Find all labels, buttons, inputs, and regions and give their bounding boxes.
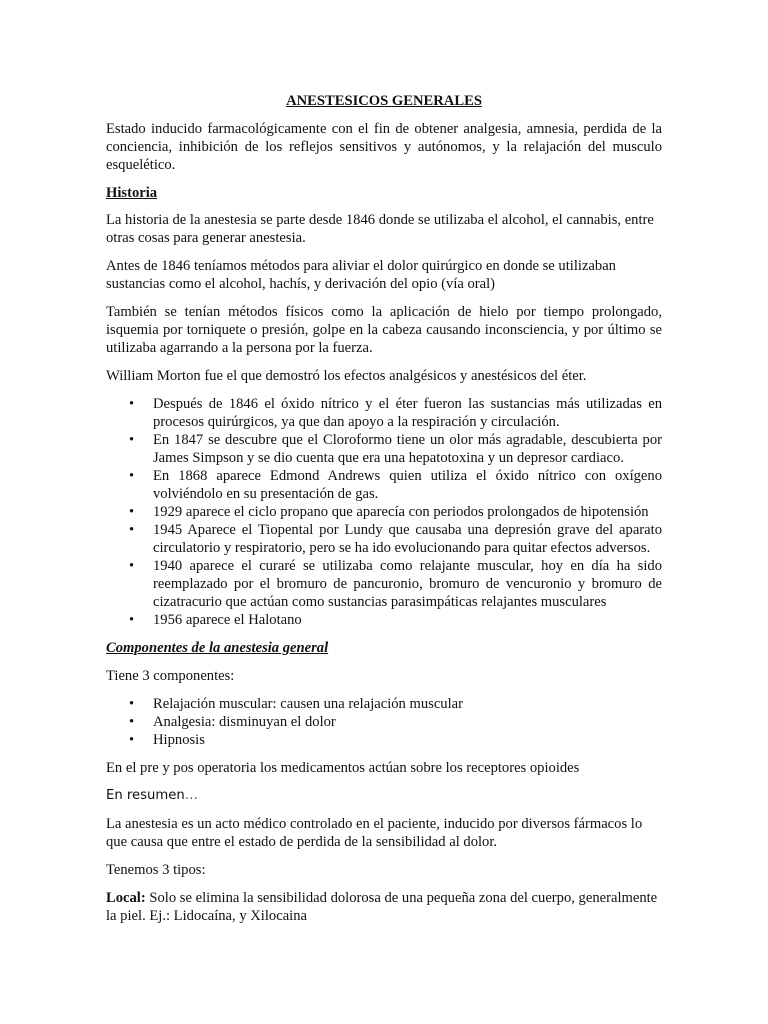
resumen-label-text: En resumen <box>106 788 185 803</box>
list-item <box>106 431 662 467</box>
historia-bullet-list <box>106 395 662 629</box>
resumen-ellipsis: … <box>184 788 198 803</box>
list-item-text: En 1868 aparece Edmond Andrews quien utiliza el óxido nítrico con oxígeno volviéndolo en su presentación de gas. <box>153 468 662 502</box>
componentes-after: En el pre y pos operatoria los medicamentos actúan sobre los receptores opioides <box>106 760 580 776</box>
historia-heading: Historia <box>106 185 158 201</box>
componentes-heading: Componentes de la anestesia general <box>106 640 329 656</box>
list-item <box>106 557 662 611</box>
list-item <box>106 395 662 431</box>
bullet-icon: • <box>129 558 135 574</box>
historia-paragraph-2: Antes de 1846 teníamos métodos para aliviar el dolor quirúrgico en donde se utilizaban sustancias como el alcohol, hachís, y derivación del opio (vía oral) <box>106 258 616 292</box>
list-item-text: Después de 1846 el óxido nítrico y el éter fueron las sustancias más utilizadas en procesos quirúrgicos, ya que dan apoyo a la respiración y circulación. <box>153 396 662 430</box>
intro-paragraph: Estado inducido farmacológicamente con el fin de obtener analgesia, amnesia, perdida de la conciencia, inhibición de los reflejos sensitivos y autónomos, y la relajación del musculo esquelético. <box>106 121 662 173</box>
bullet-icon: • <box>129 396 135 412</box>
list-item <box>106 695 662 713</box>
document-title: ANESTESICOS GENERALES <box>286 93 482 109</box>
componentes-intro: Tiene 3 componentes: <box>106 668 235 684</box>
list-item-text: 1956 aparece el Halotano <box>153 612 302 628</box>
resumen-label <box>106 787 662 805</box>
list-item <box>106 731 662 749</box>
componentes-bullet-list <box>106 695 662 749</box>
local-label: Local: <box>106 890 146 906</box>
local-text: Solo se elimina la sensibilidad dolorosa de una pequeña zona del cuerpo, generalmente la piel. Ej.: Lidocaína, y Xilocaina <box>106 890 658 924</box>
list-item <box>106 521 662 557</box>
bullet-icon: • <box>129 612 135 628</box>
list-item-text: 1945 Aparece el Tiopental por Lundy que causaba una depresión grave del aparato circulatorio y respiratorio, pero se ha ido evolucionando para quitar efectos adversos. <box>153 522 662 556</box>
list-item <box>106 611 662 629</box>
historia-paragraph-3: También se tenían métodos físicos como la aplicación de hielo por tiempo prolongado, isquemia por torniquete o presión, golpe en la cabeza causando inconsciencia, y por último se utilizaba agarrando a la persona por la fuerza. <box>106 304 662 356</box>
bullet-icon: • <box>129 522 135 538</box>
bullet-icon: • <box>129 732 135 748</box>
list-item <box>106 503 662 521</box>
list-item-text: Analgesia: disminuyan el dolor <box>153 714 336 730</box>
bullet-icon: • <box>129 696 135 712</box>
list-item-text: 1940 aparece el curaré se utilizaba como relajante muscular, hoy en día ha sido reemplazado por el bromuro de pancuronio, bromuro de vencuronio y bromuro de cizatracurio que actúan como sustancias parasimpáticas relajantes musculares <box>153 558 662 610</box>
list-item-text: Hipnosis <box>153 732 205 748</box>
resumen-paragraph: La anestesia es un acto médico controlado en el paciente, inducido por diversos fármacos lo que causa que entre el estado de perdida de la sensibilidad al dolor. <box>106 816 643 850</box>
list-item-text: Relajación muscular: causen una relajación muscular <box>153 696 463 712</box>
bullet-icon: • <box>129 432 135 448</box>
bullet-icon: • <box>129 714 135 730</box>
list-item <box>106 713 662 731</box>
list-item-text: 1929 aparece el ciclo propano que aparecía con periodos prolongados de hipotensión <box>153 504 649 520</box>
historia-paragraph-1: La historia de la anestesia se parte desde 1846 donde se utilizaba el alcohol, el cannabis, entre otras cosas para generar anestesia. <box>106 212 654 246</box>
list-item <box>106 467 662 503</box>
list-item-text: En 1847 se descubre que el Cloroformo tiene un olor más agradable, descubierta por James Simpson y se dio cuenta que era una hepatotoxina y un depresor cardiaco. <box>153 432 662 466</box>
local-paragraph <box>106 889 662 925</box>
historia-paragraph-4: William Morton fue el que demostró los efectos analgésicos y anestésicos del éter. <box>106 368 587 384</box>
bullet-icon: • <box>129 468 135 484</box>
bullet-icon: • <box>129 504 135 520</box>
tipos-paragraph: Tenemos 3 tipos: <box>106 862 206 878</box>
